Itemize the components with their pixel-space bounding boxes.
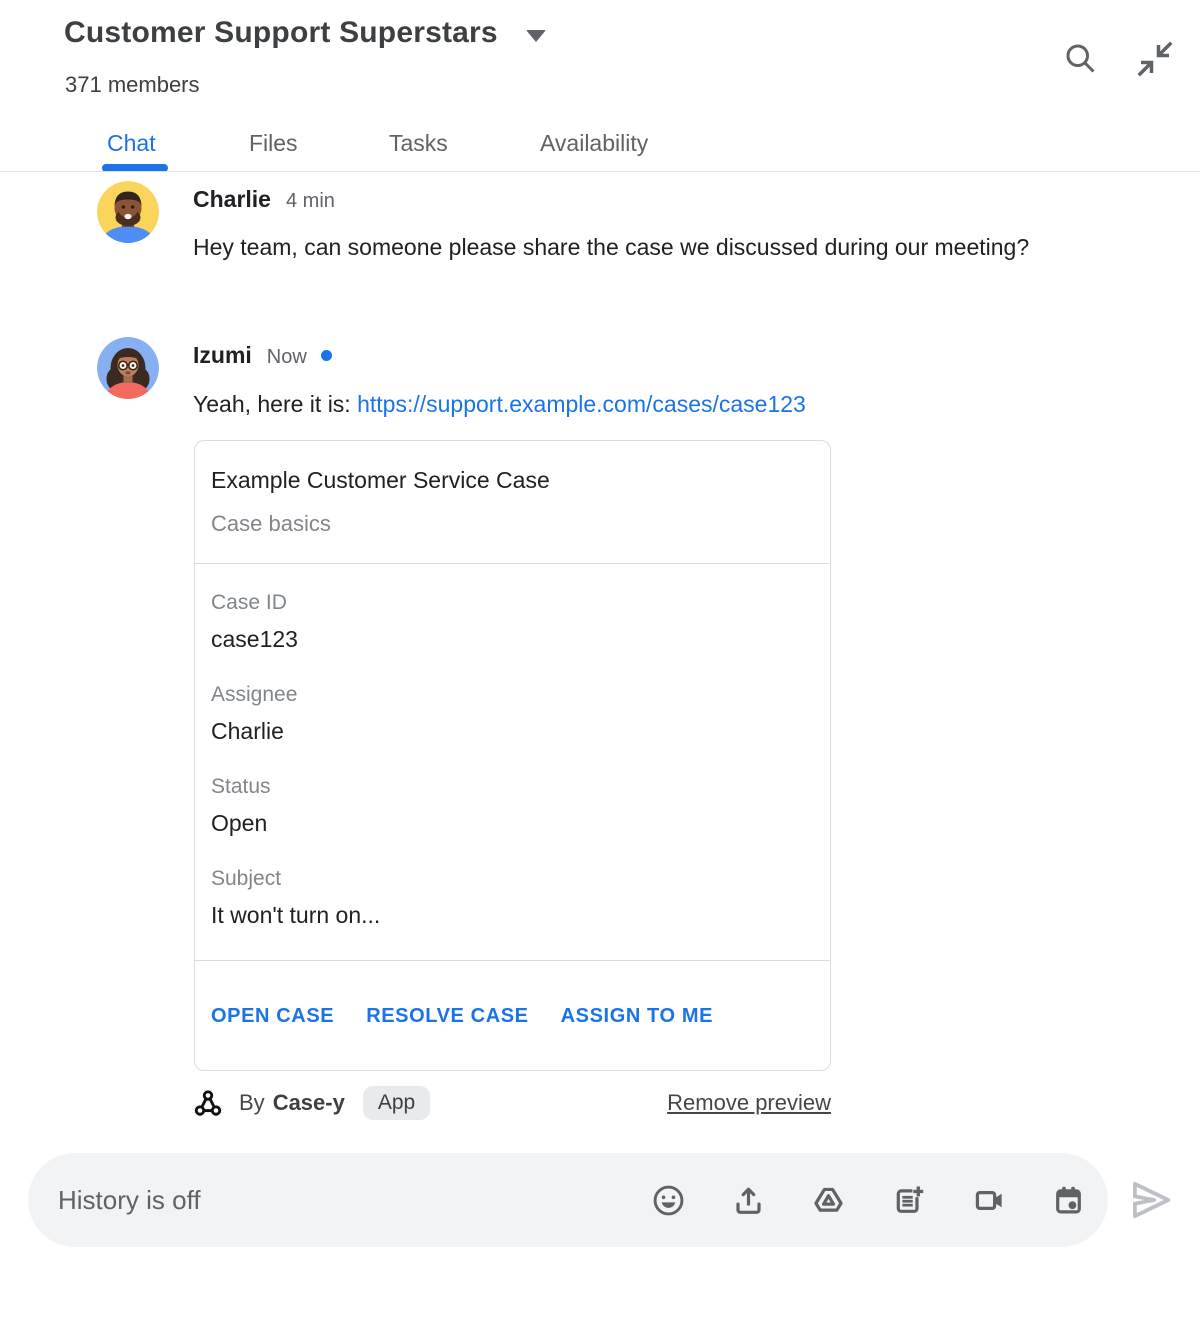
tabs-divider: [0, 171, 1200, 172]
app-attribution: [193, 1086, 831, 1120]
message-header: [193, 342, 332, 369]
send-icon[interactable]: [1128, 1177, 1174, 1223]
field-label: Assignee: [211, 683, 298, 706]
field-case-id: [211, 590, 814, 654]
chevron-down-icon[interactable]: [526, 30, 546, 42]
field-value: It won't turn on...: [211, 902, 381, 928]
tab-availability[interactable]: Availability: [540, 130, 649, 156]
message-text: [193, 384, 806, 424]
unread-dot: [321, 350, 332, 361]
resolve-case-button[interactable]: RESOLVE CASE: [366, 1005, 529, 1027]
field-label: Subject: [211, 867, 282, 890]
card-subtitle: Case basics: [211, 511, 331, 536]
tab-chat[interactable]: Chat: [107, 130, 156, 156]
field-value: Open: [211, 810, 268, 836]
tab-tasks[interactable]: Tasks: [389, 130, 448, 156]
field-label: Status: [211, 775, 271, 798]
upload-icon[interactable]: [731, 1183, 766, 1218]
card-actions: [195, 961, 830, 1070]
avatar-charlie[interactable]: [97, 181, 159, 243]
webhook-icon: [193, 1088, 223, 1118]
message-text-prefix: Yeah, here it is:: [193, 391, 358, 417]
link-preview-card: [194, 440, 831, 1071]
collapse-icon[interactable]: [1134, 38, 1176, 80]
avatar-izumi[interactable]: [97, 337, 159, 399]
field-value: case123: [211, 626, 298, 652]
app-name: Case-y: [272, 1090, 345, 1115]
message-timestamp: Now: [266, 346, 307, 368]
field-value: Charlie: [211, 718, 284, 744]
member-count: 371 members: [65, 72, 200, 97]
room-title: Customer Support Superstars: [64, 16, 498, 49]
message-timestamp: 4 min: [285, 190, 335, 212]
card-fields: [195, 564, 830, 960]
tab-files[interactable]: Files: [249, 130, 298, 156]
card-header: [195, 441, 830, 563]
card-title: Example Customer Service Case: [211, 467, 550, 493]
room-header[interactable]: [64, 16, 546, 50]
drive-icon[interactable]: [811, 1183, 846, 1218]
field-subject: [211, 866, 814, 930]
message-header: [193, 186, 335, 213]
open-case-button[interactable]: OPEN CASE: [211, 1005, 335, 1027]
assign-to-me-button[interactable]: ASSIGN TO ME: [560, 1005, 714, 1027]
video-icon[interactable]: [971, 1183, 1006, 1218]
composer-icons: [651, 1183, 1086, 1218]
message-text: Hey team, can someone please share the case we discussed during our meeting?: [193, 234, 1030, 260]
sender-name: Charlie: [193, 186, 271, 212]
meeting-note-icon[interactable]: [891, 1183, 926, 1218]
emoji-icon[interactable]: [651, 1183, 686, 1218]
calendar-icon[interactable]: [1051, 1183, 1086, 1218]
app-badge: App: [363, 1086, 430, 1120]
field-assignee: [211, 682, 814, 746]
attribution-by-label: By: [239, 1090, 265, 1115]
search-icon[interactable]: [1062, 40, 1098, 76]
case-link[interactable]: https://support.example.com/cases/case123: [357, 391, 806, 417]
remove-preview-link[interactable]: Remove preview: [667, 1090, 831, 1115]
field-status: [211, 774, 814, 838]
sender-name: Izumi: [193, 342, 252, 368]
message-input[interactable]: History is off: [58, 1184, 201, 1215]
field-label: Case ID: [211, 591, 287, 614]
message-input-bar[interactable]: [28, 1153, 1108, 1247]
